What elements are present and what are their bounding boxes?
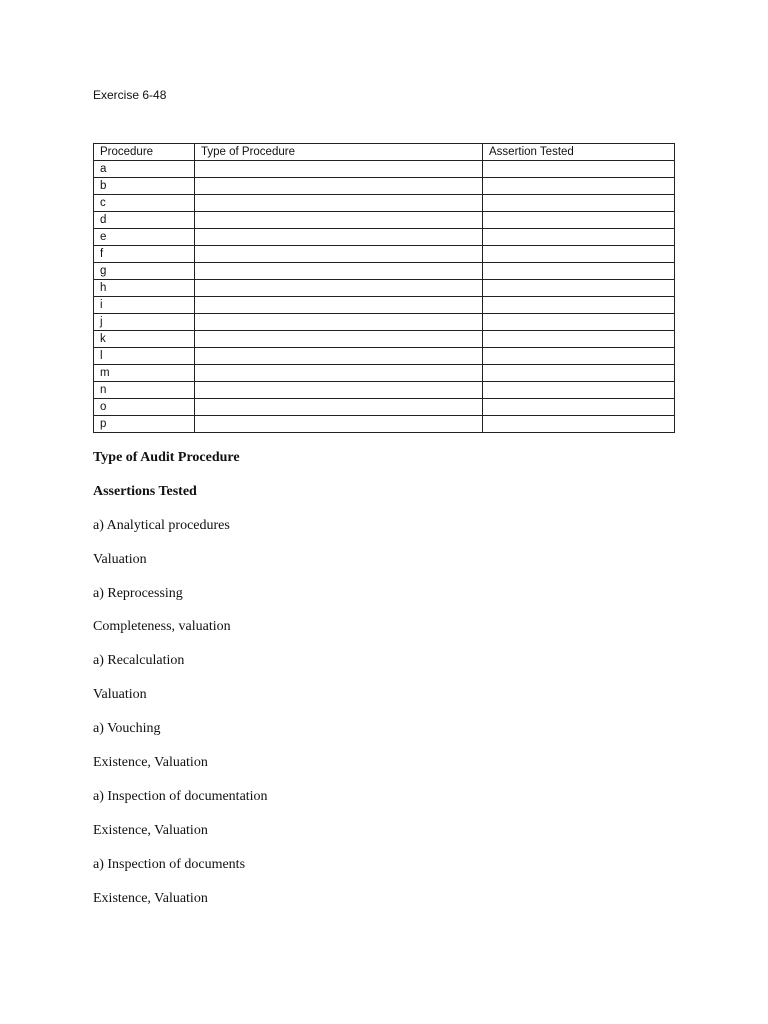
answer-line: Completeness, valuation [93,619,231,635]
assertion-tested-cell [483,280,675,297]
table-row [94,212,675,229]
procedure-cell: g [94,263,195,280]
type-of-procedure-cell [195,212,483,229]
header-procedure: Procedure [94,144,195,161]
table-row [94,348,675,365]
assertion-tested-cell [483,161,675,178]
type-of-procedure-cell [195,263,483,280]
assertion-tested-cell [483,178,675,195]
answer-line: Existence, Valuation [93,822,208,838]
assertion-tested-cell [483,212,675,229]
procedure-cell: i [94,297,195,314]
assertion-tested-cell [483,297,675,314]
type-of-procedure-cell [195,399,483,416]
procedure-cell: h [94,280,195,297]
assertion-tested-cell [483,382,675,399]
header-assertion-tested: Assertion Tested [483,144,675,161]
assertion-tested-cell [483,416,675,433]
assertion-tested-cell [483,229,675,246]
assertion-tested-cell [483,365,675,382]
procedure-table [93,143,675,433]
type-of-procedure-cell [195,297,483,314]
type-of-procedure-cell [195,382,483,399]
type-of-procedure-cell [195,314,483,331]
table-row [94,195,675,212]
procedure-cell: a [94,161,195,178]
answer-line: Existence, Valuation [93,890,208,906]
type-of-procedure-cell [195,161,483,178]
type-of-procedure-cell [195,331,483,348]
procedure-cell: b [94,178,195,195]
table-row [94,331,675,348]
table-row [94,178,675,195]
procedure-cell: m [94,365,195,382]
answer-line: a) Inspection of documents [93,856,246,872]
answers-section [93,448,268,922]
type-of-procedure-cell [195,280,483,297]
table-row [94,314,675,331]
assertion-tested-cell [483,314,675,331]
section-heading: Type of Audit Procedure [93,450,240,465]
procedure-cell: j [94,314,195,331]
procedure-cell: k [94,331,195,348]
assertion-tested-cell [483,331,675,348]
answer-line: Existence, Valuation [93,755,208,771]
answer-line: Valuation [93,687,147,703]
procedure-cell: d [94,212,195,229]
assertion-tested-cell [483,195,675,212]
answer-line: a) Inspection of documentation [93,788,268,804]
type-of-procedure-cell [195,416,483,433]
assertion-tested-cell [483,246,675,263]
type-of-procedure-cell [195,178,483,195]
assertion-tested-cell [483,399,675,416]
assertion-tested-cell [483,263,675,280]
type-of-procedure-cell [195,365,483,382]
table-row [94,416,675,433]
answer-line: a) Vouching [93,721,161,737]
table-row [94,399,675,416]
type-of-procedure-cell [195,195,483,212]
table-row [94,280,675,297]
procedure-cell: p [94,416,195,433]
subheading: Assertions Tested [93,483,197,499]
table-row [94,297,675,314]
procedure-cell: o [94,399,195,416]
type-of-procedure-cell [195,246,483,263]
procedure-cell: e [94,229,195,246]
exercise-title: Exercise 6-48 [93,88,167,102]
header-type-of-procedure: Type of Procedure [195,144,483,161]
answer-line: a) Analytical procedures [93,517,230,533]
answer-line: Valuation [93,551,147,567]
assertion-tested-cell [483,348,675,365]
table-row [94,365,675,382]
table-body [94,161,675,433]
answer-line: a) Reprocessing [93,585,183,601]
table-row [94,263,675,280]
table-row [94,229,675,246]
procedure-cell: f [94,246,195,263]
answer-line: a) Recalculation [93,653,185,669]
procedure-cell: l [94,348,195,365]
type-of-procedure-cell [195,229,483,246]
table-row [94,161,675,178]
table-header-row [94,144,675,161]
procedure-cell: c [94,195,195,212]
type-of-procedure-cell [195,348,483,365]
table-row [94,382,675,399]
procedure-cell: n [94,382,195,399]
table-row [94,246,675,263]
